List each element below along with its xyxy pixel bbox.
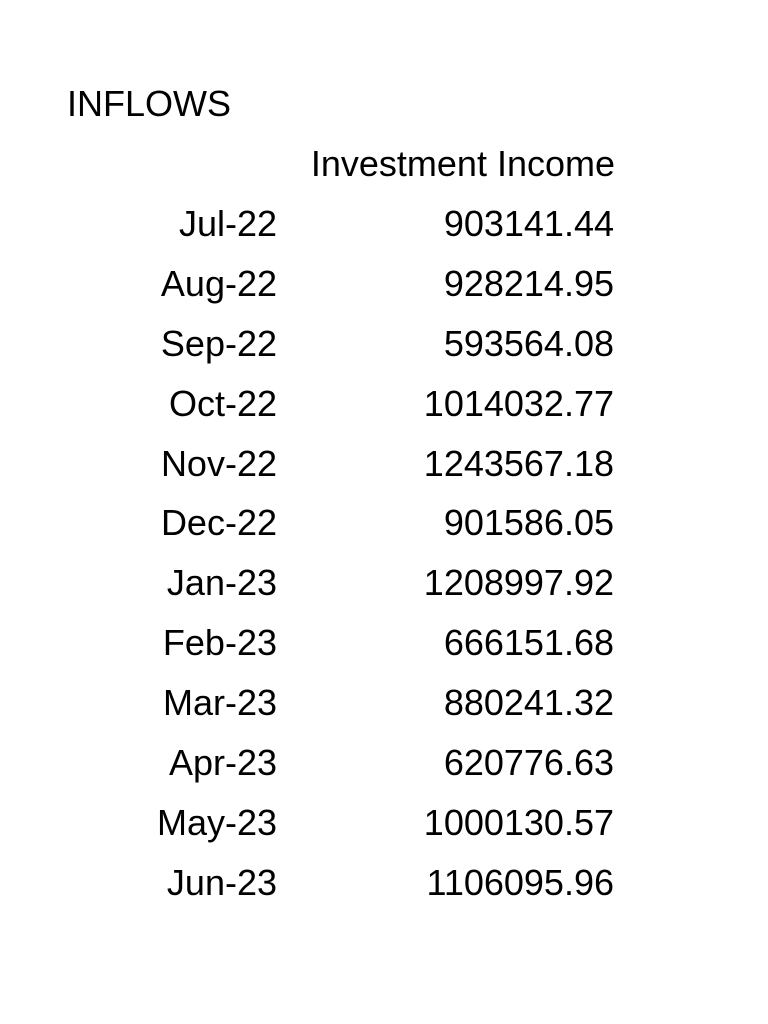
- value-cell: 1208997.92: [423, 562, 614, 604]
- month-cell: Jan-23: [166, 562, 277, 604]
- table-row: [0, 861, 768, 921]
- table-row: [0, 442, 768, 502]
- table-row: [0, 681, 768, 741]
- value-cell: 1014032.77: [423, 382, 614, 424]
- value-cell: 928214.95: [443, 262, 614, 304]
- month-cell: Jun-23: [166, 861, 277, 903]
- section-title: INFLOWS: [67, 83, 232, 124]
- table-row: [0, 322, 768, 382]
- table-body: [0, 202, 768, 921]
- value-cell: 1000130.57: [423, 801, 614, 843]
- table-row: [0, 741, 768, 801]
- value-cell: 903141.44: [443, 203, 614, 244]
- table-row: [0, 501, 768, 561]
- month-cell: Aug-22: [160, 262, 277, 304]
- value-cell: 901586.05: [443, 502, 614, 544]
- month-cell: Jul-22: [178, 203, 277, 244]
- month-cell: Mar-23: [162, 682, 277, 724]
- value-cell: 1106095.96: [426, 861, 614, 903]
- month-cell: Apr-23: [168, 742, 277, 784]
- value-cell: 666151.68: [443, 622, 614, 664]
- month-cell: May-23: [156, 801, 277, 843]
- value-cell: 880241.32: [443, 682, 614, 724]
- month-cell: Sep-22: [160, 322, 277, 364]
- month-cell: Nov-22: [160, 442, 277, 484]
- table-row: [0, 621, 768, 681]
- column-header-investment-income: Investment Income: [310, 143, 615, 184]
- value-cell: 620776.63: [443, 742, 614, 784]
- value-cell: 1243567.18: [423, 442, 614, 484]
- month-cell: Dec-22: [160, 502, 277, 544]
- value-cell: 593564.08: [443, 322, 614, 364]
- table-row: [0, 801, 768, 861]
- table-row: [0, 202, 768, 262]
- table-row: [0, 382, 768, 442]
- month-cell: Feb-23: [162, 622, 277, 664]
- month-cell: Oct-22: [168, 382, 277, 424]
- table-row: [0, 561, 768, 621]
- table-row: [0, 262, 768, 322]
